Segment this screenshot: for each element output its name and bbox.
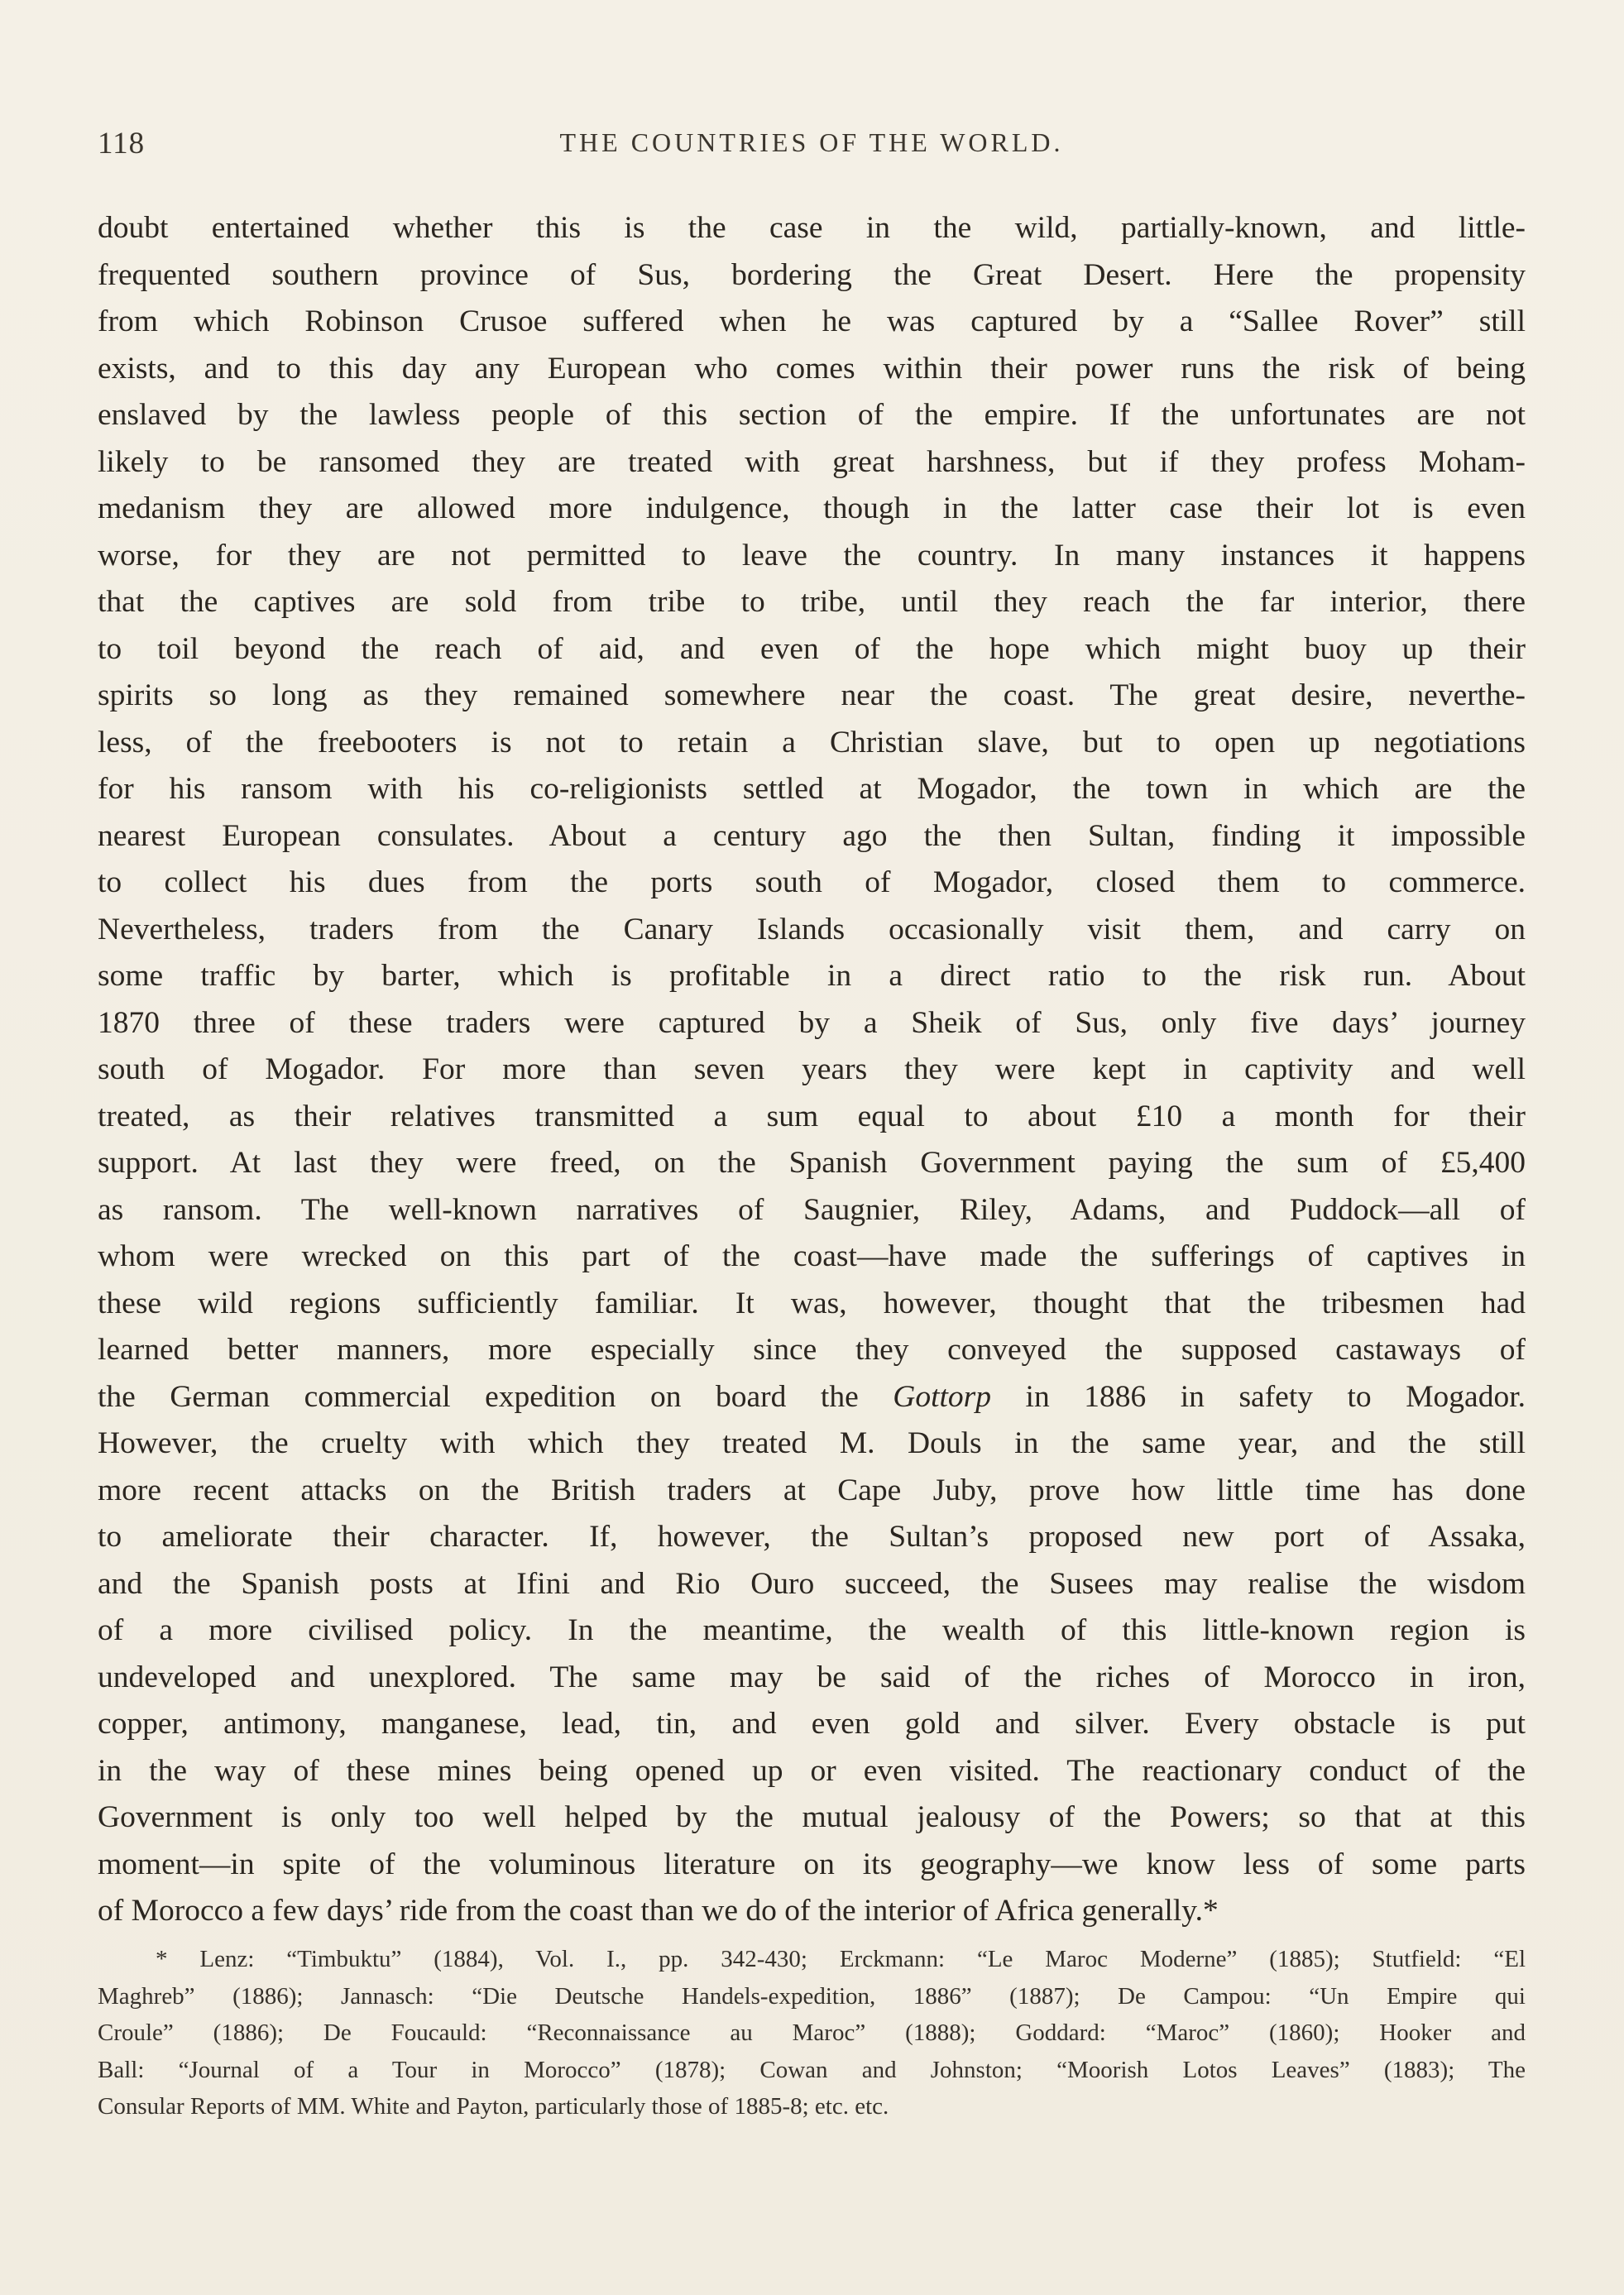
text-line: undeveloped and unexplored. The same may be said of the riches of Morocco in iron, — [98, 1660, 1526, 1694]
page-number: 118 — [98, 127, 146, 161]
text-line: these wild regions sufficiently familiar. It was, however, thought that the tribesmen had — [98, 1286, 1526, 1320]
text-line: moment—in spite of the voluminous literature on its geography—we know less of some parts — [98, 1847, 1526, 1881]
text-line: less, of the freebooters is not to retain a Christian slave, but to open up negotiations — [98, 725, 1526, 759]
text-line: some traffic by barter, which is profitable in a direct ratio to the risk run. About — [98, 959, 1526, 993]
text-line: as ransom. The well-known narratives of Saugnier, Riley, Adams, and Puddock—all of — [98, 1192, 1526, 1227]
text-line: medanism they are allowed more indulgence, though in the latter case their lot is even — [98, 491, 1526, 525]
text-line: treated, as their relatives transmitted a sum equal to about £10 a month for their — [98, 1099, 1526, 1133]
text-line: whom were wrecked on this part of the coast—have made the sufferings of captives in — [98, 1239, 1526, 1273]
page-header — [98, 126, 1526, 167]
text-line: and the Spanish posts at Ifini and Rio Ouro succeed, the Susees may realise the wisdom — [98, 1566, 1526, 1601]
text-line: Government is only too well helped by the mutual jealousy of the Powers; so that at this — [98, 1800, 1526, 1834]
text-line: However, the cruelty with which they treated M. Douls in the same year, and the still — [98, 1426, 1526, 1460]
text-line: nearest European consulates. About a century ago the then Sultan, finding it impossible — [98, 818, 1526, 853]
footnotes — [98, 1941, 1526, 2125]
text-line: of a more civilised policy. In the meantime, the wealth of this little-known region is — [98, 1613, 1526, 1647]
text-line: Nevertheless, traders from the Canary Islands occasionally visit them, and carry on — [98, 912, 1526, 946]
text-line: frequented southern province of Sus, bordering the Great Desert. Here the propensity — [98, 257, 1526, 292]
text-line: 1870 three of these traders were captured by a Sheik of Sus, only five days’ journey — [98, 1005, 1526, 1040]
text-line: learned better manners, more especially since they conveyed the supposed castaways of — [98, 1333, 1526, 1367]
text-line: enslaved by the lawless people of this section of the empire. If the unfortunates are not — [98, 398, 1526, 432]
text-line: for his ransom with his co-religionists settled at Mogador, the town in which are the — [98, 772, 1526, 806]
footnote-line: * Lenz: “Timbuktu” (1884), Vol. I., pp. 342-430; Erckmann: “Le Maroc Moderne” (1885); Stutfield: “El — [156, 1946, 1526, 1972]
footnote-line: Ball: “Journal of a Tour in Morocco” (1878); Cowan and Johnston; “Moorish Lotos Leaves” (1883); The — [98, 2056, 1526, 2083]
text-line: south of Mogador. For more than seven years they were kept in captivity and well — [98, 1052, 1526, 1086]
text-line: the German commercial expedition on board the Gottorp in 1886 in safety to Mogador. — [98, 1379, 1526, 1414]
running-head: THE COUNTRIES OF THE WORLD. — [559, 127, 1064, 157]
text-line: in the way of these mines being opened up or even visited. The reactionary conduct of the — [98, 1753, 1526, 1788]
body-text — [98, 205, 1526, 1935]
text-line: to ameliorate their character. If, however, the Sultan’s proposed new port of Assaka, — [98, 1520, 1526, 1554]
text-line: spirits so long as they remained somewhere near the coast. The great desire, neverthe- — [98, 678, 1526, 712]
footnote-line: Consular Reports of MM. White and Payton, particularly those of 1885-8; etc. etc. — [98, 2093, 889, 2120]
text-line: copper, antimony, manganese, lead, tin, and even gold and silver. Every obstacle is put — [98, 1707, 1526, 1741]
text-line: to collect his dues from the ports south of Mogador, closed them to commerce. — [98, 865, 1526, 899]
text-line: likely to be ransomed they are treated with great harshness, but if they profess Moham- — [98, 444, 1526, 479]
text-line: to toil beyond the reach of aid, and even of the hope which might buoy up their — [98, 631, 1526, 666]
footnote-line: Croule” (1886); De Foucauld: “Reconnaissance au Maroc” (1888); Goddard: “Maroc” (1860); Hooker and — [98, 2020, 1526, 2046]
text-line: of Morocco a few days’ ride from the coast than we do of the interior of Africa generally.* — [98, 1894, 1219, 1928]
text-line: doubt entertained whether this is the case in the wild, partially-known, and little- — [98, 211, 1526, 245]
text-line: exists, and to this day any European who comes within their power runs the risk of being — [98, 351, 1526, 386]
footnote-line: Maghreb” (1886); Jannasch: “Die Deutsche Handels-expedition, 1886” (1887); De Campou: “Un Empire qui — [98, 1982, 1526, 2010]
text-line: support. At last they were freed, on the Spanish Government paying the sum of £5,400 — [98, 1146, 1526, 1180]
text-line: more recent attacks on the British traders at Cape Juby, prove how little time has done — [98, 1473, 1526, 1507]
text-line: that the captives are sold from tribe to tribe, until they reach the far interior, there — [98, 585, 1526, 619]
ship-name: Gottorp — [893, 1379, 992, 1414]
text-line: from which Robinson Crusoe suffered when he was captured by a “Sallee Rover” still — [98, 304, 1526, 338]
text-line: worse, for they are not permitted to leave the country. In many instances it happens — [98, 538, 1526, 573]
